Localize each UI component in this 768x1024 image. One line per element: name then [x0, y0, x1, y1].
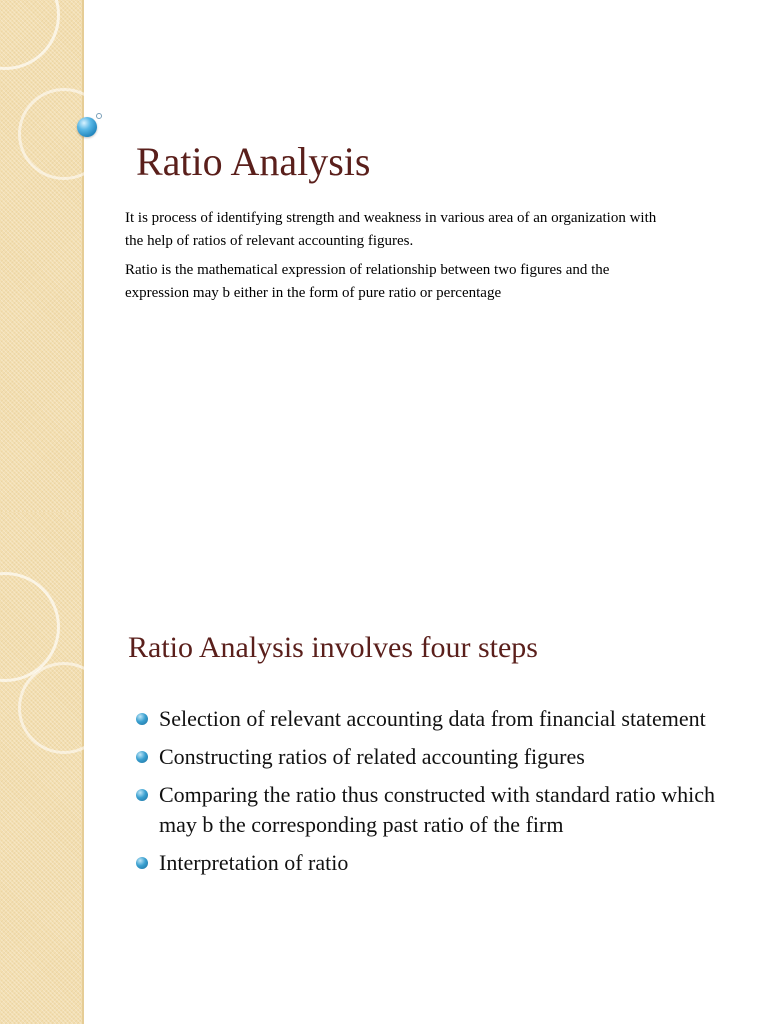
slide-1-paragraph: Ratio is the mathematical expression of relationship between two figures and the expression may b either in the form of pure ratio or percentage — [125, 262, 610, 301]
decorative-side-band — [0, 0, 84, 512]
list-item — [134, 848, 754, 878]
list-item-text: Interpretation of ratio — [159, 850, 349, 875]
slide-2-title: Ratio Analysis involves four steps — [128, 631, 538, 664]
list-item — [134, 704, 754, 734]
list-item-text: Selection of relevant accounting data from financial statement — [159, 706, 706, 731]
bullet-icon — [136, 857, 148, 869]
bullet-icon — [136, 751, 148, 763]
list-item-text: Constructing ratios of related accounting figures — [159, 744, 585, 769]
blue-orb-icon — [77, 117, 97, 137]
decorative-ring — [18, 662, 110, 754]
list-item — [134, 742, 754, 772]
bullet-icon — [136, 789, 148, 801]
slide-1-title: Ratio Analysis — [136, 139, 371, 184]
decorative-side-band — [0, 512, 84, 1024]
slide-2 — [0, 512, 768, 1024]
list-item — [134, 780, 754, 840]
small-circle-icon — [96, 113, 102, 119]
decorative-ring — [0, 0, 60, 70]
bullet-icon — [136, 713, 148, 725]
slide-1-paragraph: It is process of identifying strength and weakness in various area of an organization with the help of ratios of relevant accounting figures. — [125, 210, 657, 249]
steps-list — [134, 704, 754, 886]
decorative-ring — [18, 88, 110, 180]
slide-1-body — [125, 207, 665, 311]
list-item-text: Comparing the ratio thus constructed with standard ratio which may b the corresponding past ratio of the firm — [159, 782, 715, 837]
